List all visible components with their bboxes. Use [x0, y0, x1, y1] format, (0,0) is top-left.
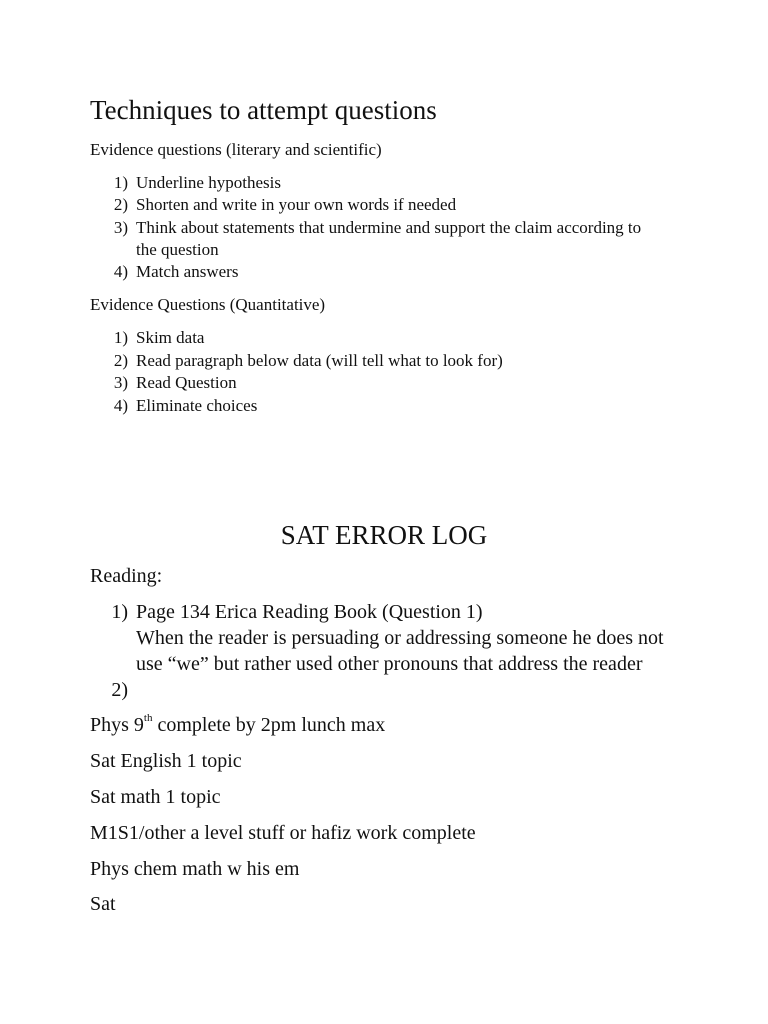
list-item: Skim data [136, 328, 205, 347]
list-number: 1) [111, 601, 128, 623]
list-item-continuation: the question [136, 240, 219, 259]
list-item: Read paragraph below data (will tell what to look for) [136, 351, 503, 370]
todo-item: Sat math 1 topic [90, 786, 221, 808]
list-item: Shorten and write in your own words if needed [136, 195, 457, 214]
list-item: Match answers [136, 262, 239, 281]
list-number: 2) [113, 351, 128, 370]
section-title-sat-error-log: SAT ERROR LOG [280, 520, 488, 550]
section-title-techniques: Techniques to attempt questions [90, 95, 437, 125]
todo-item: M1S1/other a level stuff or hafiz work complete [90, 822, 476, 844]
todo-phys [90, 712, 385, 738]
list-number: 1) [113, 328, 128, 347]
list-item: Eliminate choices [136, 396, 258, 415]
list-number: 4) [113, 396, 128, 415]
list-item: Think about statements that undermine and support the claim according to [136, 218, 642, 237]
todo-phys-pre: Phys 9 [90, 714, 144, 736]
list-number: 2) [113, 195, 128, 214]
list-number: 1) [113, 173, 128, 192]
list-number: 2) [111, 679, 128, 701]
reading-label: Reading: [90, 565, 163, 587]
list-item: Read Question [136, 373, 237, 392]
subheading-evidence-literary: Evidence questions (literary and scientific) [90, 140, 382, 159]
todo-item: Phys chem math w his em [90, 858, 300, 880]
todo-phys-sup: th [143, 712, 153, 725]
list-number: 4) [113, 262, 128, 281]
list-number: 3) [113, 373, 128, 392]
subheading-evidence-quantitative: Evidence Questions (Quantitative) [90, 295, 326, 314]
todo-phys-post: complete by 2pm lunch max [152, 714, 386, 736]
list-item: Underline hypothesis [136, 173, 281, 192]
list-number: 3) [113, 218, 128, 237]
todo-item: Sat [90, 893, 116, 915]
error-log-note: When the reader is persuading or addressing someone he does not [136, 627, 664, 649]
error-log-note: use “we” but rather used other pronouns that address the reader [136, 653, 643, 675]
error-log-entry: Page 134 Erica Reading Book (Question 1) [136, 601, 483, 623]
todo-item: Sat English 1 topic [90, 750, 242, 772]
